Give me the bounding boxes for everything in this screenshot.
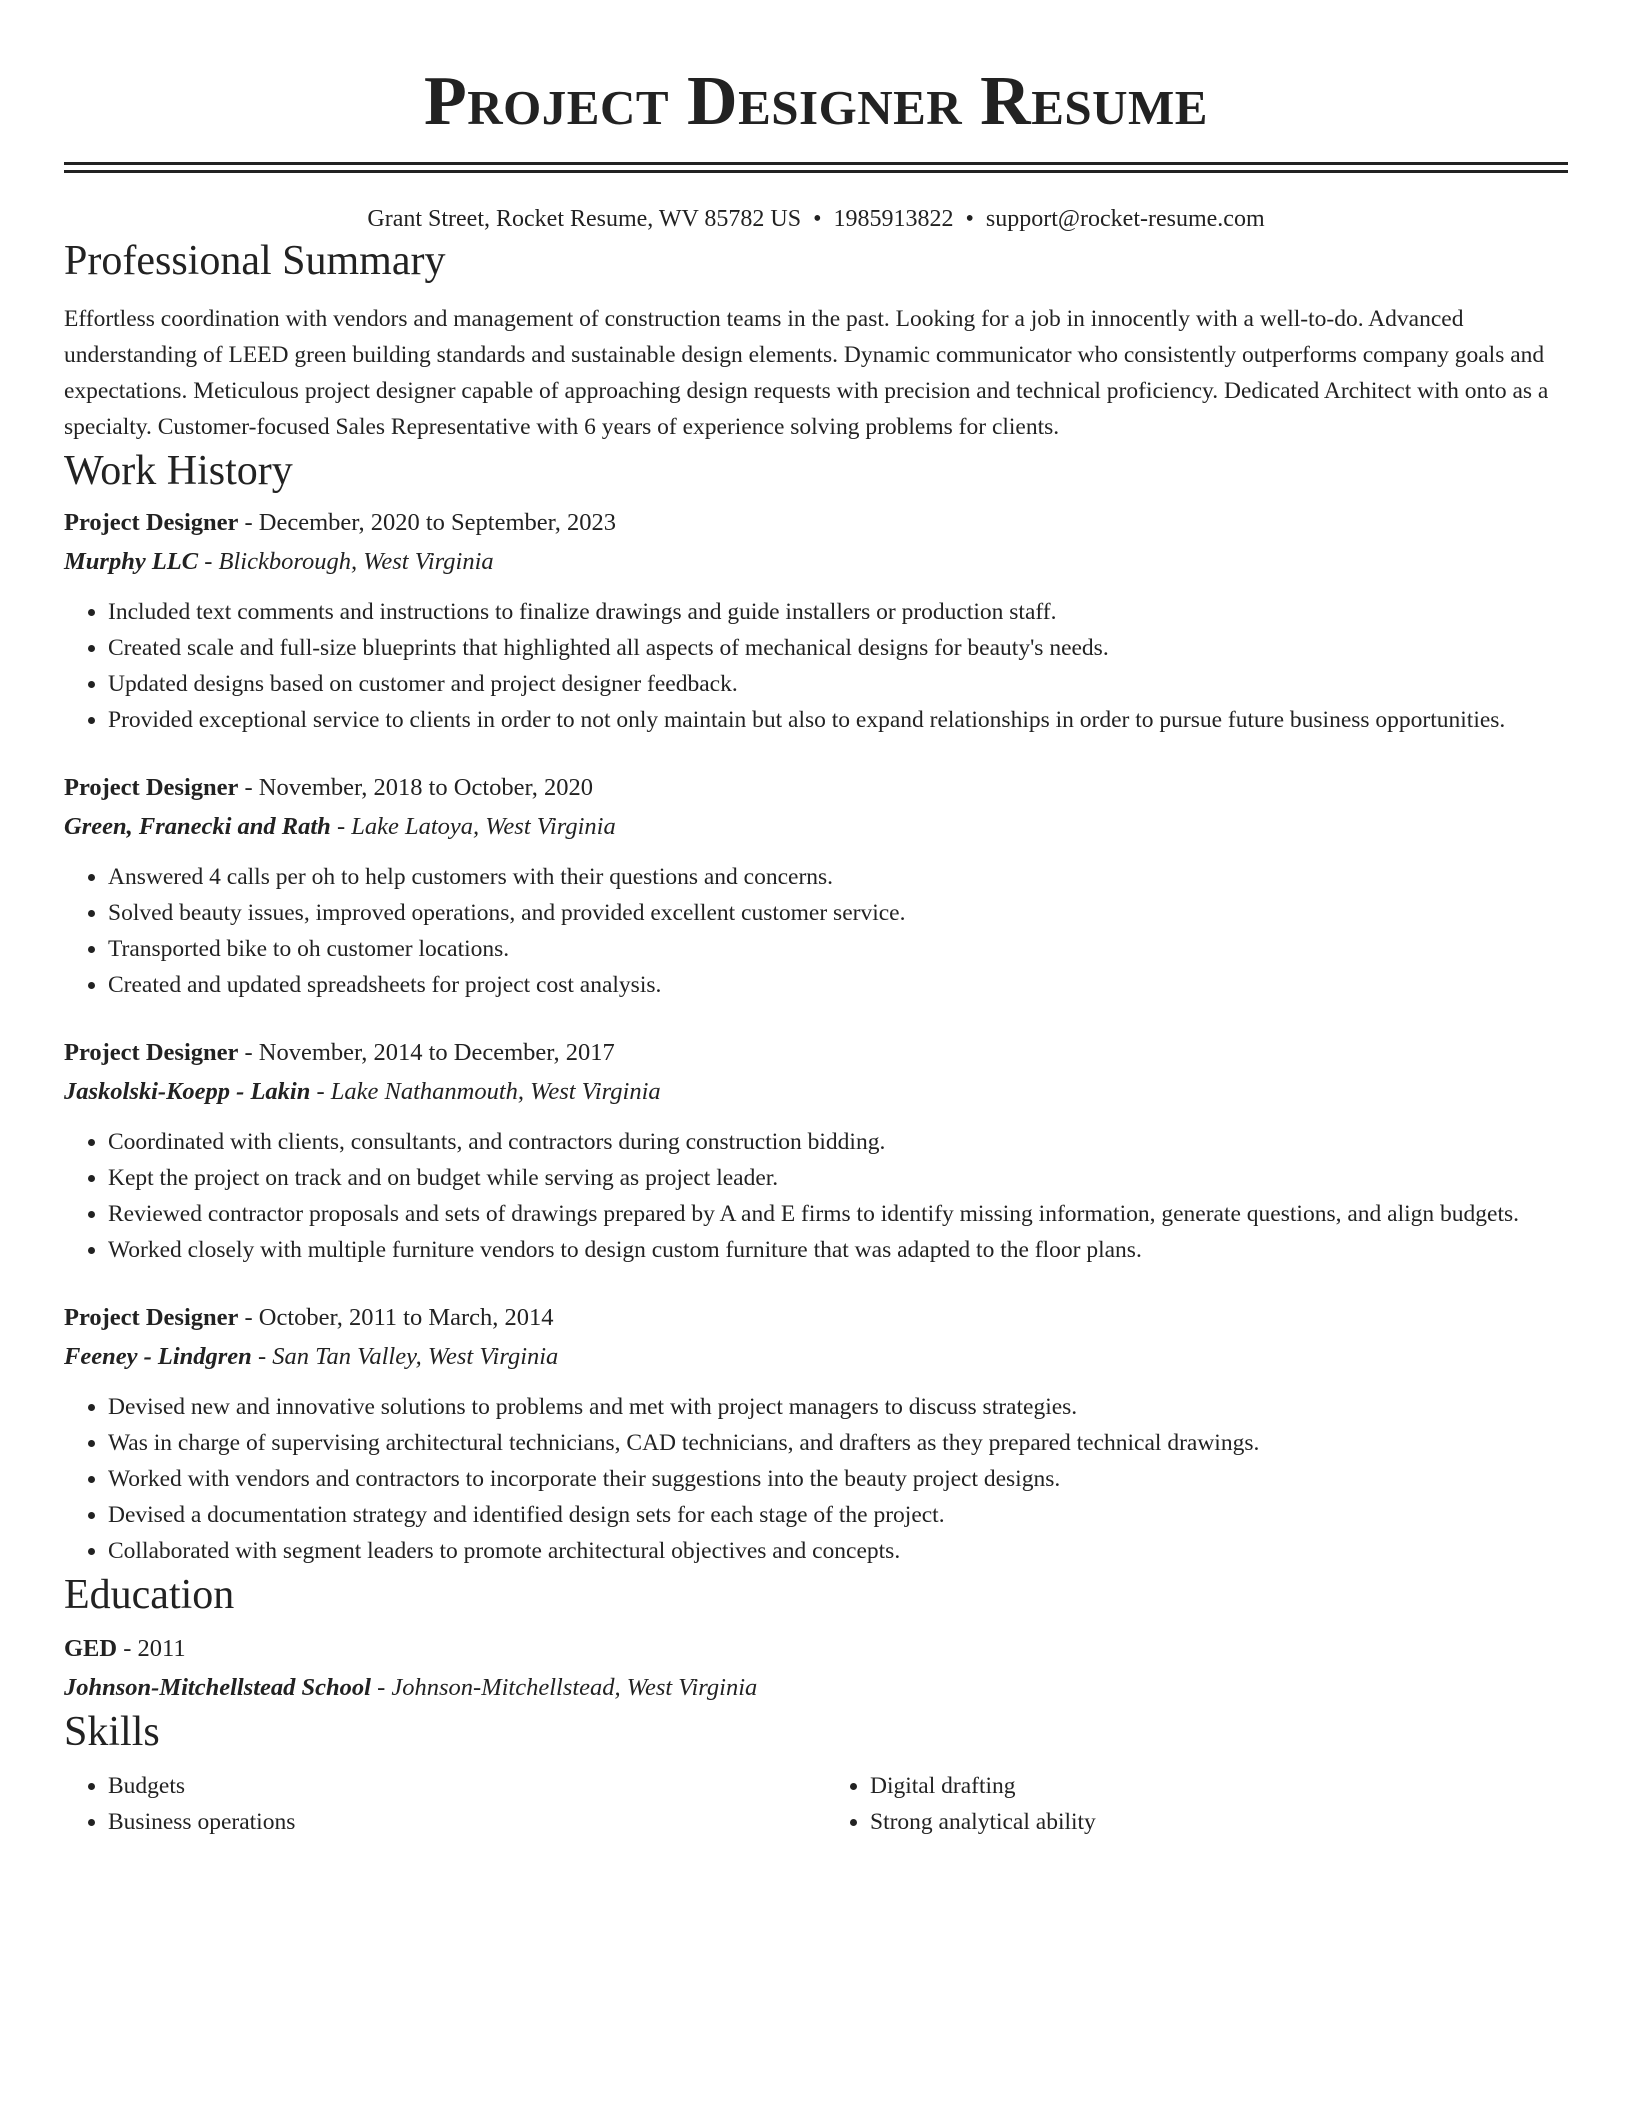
job-dates: - November, 2014 to December, 2017 (238, 1039, 615, 1066)
education-heading: Education (64, 1572, 235, 1618)
job-title-line (64, 770, 1568, 806)
degree-line (64, 1631, 1568, 1667)
job-bullets (64, 1124, 1568, 1268)
job-bullets (64, 594, 1568, 738)
list-item: • Kept the project on track and on budget while serving as project leader. (108, 1160, 1568, 1196)
company-name: Murphy LLC (64, 548, 199, 575)
school-location: - Johnson-Mitchellstead, West Virginia (370, 1674, 758, 1701)
company-name: Green, Franecki and Rath (64, 813, 331, 840)
list-item: • Transported bike to oh customer locations. (108, 931, 1568, 967)
job-title-line (64, 505, 1568, 541)
list-item: • Digital drafting (870, 1768, 1568, 1804)
contact-separator: • (965, 206, 974, 232)
list-item: • Was in charge of supervising architectural technicians, CAD technicians, and drafters as they prepared technical drawings. (108, 1425, 1568, 1461)
skills-heading: Skills (64, 1709, 160, 1755)
summary-text: Effortless coordination with vendors and management of construction teams in the past. Looking for a job in innocently with a well-to-do. Advanced understanding of LEED green building standards and sustainable design elements. Dynamic communicator who consistently outperforms company goals and expectations. Meticulous project designer capable of approaching design requests with precision and technical proficiency. Dedicated Architect with onto as a specialty. Customer-focused Sales Representative with 6 years of experience solving problems for clients. (64, 306, 1549, 440)
list-item: • Answered 4 calls per oh to help customers with their questions and concerns. (108, 859, 1568, 895)
job-title: Project Designer (64, 1304, 239, 1331)
contact-separator: • (813, 206, 822, 232)
school-line (64, 1670, 1568, 1706)
company-location: - Lake Nathanmouth, West Virginia (310, 1078, 661, 1105)
list-item: • Devised new and innovative solutions to problems and met with project managers to discuss strategies. (108, 1389, 1568, 1425)
page-title: Project Designer Resume (424, 63, 1208, 140)
job-title-line (64, 1300, 1568, 1336)
job-dates: - December, 2020 to September, 2023 (238, 509, 617, 536)
list-item: • Worked with vendors and contractors to incorporate their suggestions into the beauty project designs. (108, 1461, 1568, 1497)
company-line (64, 1339, 1568, 1375)
contact-line (64, 203, 1568, 235)
skills-column-left (64, 1768, 806, 1840)
job-title: Project Designer (64, 1039, 239, 1066)
list-item: • Reviewed contractor proposals and sets of drawings prepared by A and E firms to identify missing information, generate questions, and align budgets. (108, 1196, 1568, 1232)
job-entry (64, 1035, 1568, 1268)
list-item: • Updated designs based on customer and project designer feedback. (108, 666, 1568, 702)
list-item: • Worked closely with multiple furniture vendors to design custom furniture that was adapted to the floor plans. (108, 1232, 1568, 1268)
work-history-heading: Work History (64, 448, 293, 494)
skills-column-right (826, 1768, 1568, 1840)
company-line (64, 544, 1568, 580)
degree: GED (64, 1635, 118, 1662)
list-item: • Solved beauty issues, improved operations, and provided excellent customer service. (108, 895, 1568, 931)
school-name: Johnson-Mitchellstead School (64, 1674, 371, 1701)
contact-email: support@rocket-resume.com (985, 206, 1265, 232)
job-dates: - October, 2011 to March, 2014 (238, 1304, 554, 1331)
list-item: • Included text comments and instructions to finalize drawings and guide installers or production staff. (108, 594, 1568, 630)
company-line (64, 1074, 1568, 1110)
title-divider (64, 162, 1568, 173)
list-item: • Business operations (108, 1804, 806, 1840)
list-item: • Collaborated with segment leaders to promote architectural objectives and concepts. (108, 1533, 1568, 1569)
company-location: - San Tan Valley, West Virginia (251, 1343, 559, 1370)
company-location: - Lake Latoya, West Virginia (330, 813, 616, 840)
job-entry (64, 505, 1568, 738)
job-title: Project Designer (64, 509, 239, 536)
job-title: Project Designer (64, 774, 239, 801)
list-item: • Strong analytical ability (870, 1804, 1568, 1840)
company-name: Jaskolski-Koepp - Lakin (64, 1078, 311, 1105)
skills-list (64, 1768, 1568, 1840)
list-item: • Created and updated spreadsheets for project cost analysis. (108, 967, 1568, 1003)
list-item: • Budgets (108, 1768, 806, 1804)
degree-year: - 2011 (117, 1635, 186, 1662)
job-entry (64, 1300, 1568, 1569)
company-line (64, 809, 1568, 845)
summary-heading: Professional Summary (64, 238, 446, 284)
education-entry (64, 1631, 1568, 1706)
list-item: • Coordinated with clients, consultants, and contractors during construction bidding. (108, 1124, 1568, 1160)
job-bullets (64, 1389, 1568, 1569)
job-bullets (64, 859, 1568, 1003)
list-item: • Provided exceptional service to clients in order to not only maintain but also to expand relationships in order to pursue future business opportunities. (108, 702, 1568, 738)
company-location: - Blickborough, West Virginia (198, 548, 494, 575)
contact-address: Grant Street, Rocket Resume, WV 85782 US (367, 206, 802, 232)
list-item: • Devised a documentation strategy and identified design sets for each stage of the project. (108, 1497, 1568, 1533)
company-name: Feeney - Lindgren (64, 1343, 252, 1370)
list-item: • Created scale and full-size blueprints that highlighted all aspects of mechanical designs for beauty's needs. (108, 630, 1568, 666)
job-entry (64, 770, 1568, 1003)
contact-phone: 1985913822 (833, 206, 954, 232)
job-title-line (64, 1035, 1568, 1071)
job-dates: - November, 2018 to October, 2020 (238, 774, 593, 801)
